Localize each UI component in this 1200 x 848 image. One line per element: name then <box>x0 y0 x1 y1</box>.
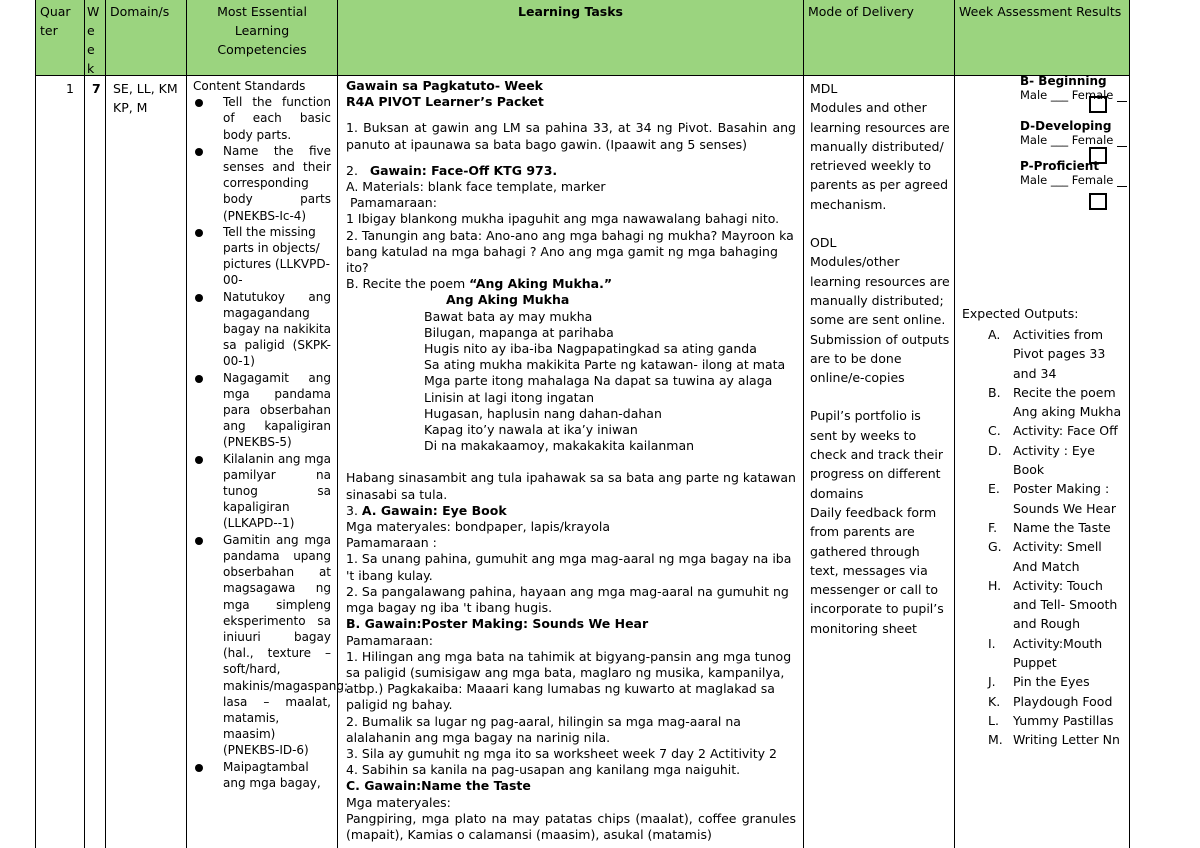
task-step: 1. Buksan at gawin ang LM sa pahina 33, at 34 ng Pivot. Basahin ang panuto at ipaunawa sa bata bago gawin. (Ipaawit ang 5 senses) <box>346 120 796 152</box>
learning-tasks-cell <box>346 78 796 843</box>
output-item <box>962 537 1127 576</box>
legend-line <box>1117 146 1127 147</box>
output-letter: M. <box>988 732 1003 748</box>
legend-sub: Male ___ Female <box>1020 88 1114 102</box>
output-text: Name the Taste <box>1013 519 1111 535</box>
task-step <box>346 276 796 292</box>
task-procedure-label: Pamamaraan: <box>346 632 433 648</box>
output-text: Activity : Eye Book <box>1013 442 1095 478</box>
competency-item: Name the five senses and their corresponding body parts (PNEKBS-Ic-4) <box>193 143 331 224</box>
output-item <box>962 692 1127 711</box>
mdl-description: Modules and other learning resources are manually distributed/ retrieved weekly to parents as per agreed mechanism. <box>810 100 950 212</box>
poem-line: Bawat bata ay may mukha <box>424 308 593 324</box>
output-item <box>962 711 1127 730</box>
task-materials: Mga materyales: <box>346 794 451 810</box>
task-activity-title: A. Gawain: Eye Book <box>361 502 507 518</box>
tasks-subheading: R4A PIVOT Learner’s Packet <box>346 94 544 110</box>
task-step <box>346 163 796 179</box>
output-letter: B. <box>988 384 1001 400</box>
poem-line: Mga parte itong mahalaga Na dapat sa tuwina ay alaga <box>424 373 773 389</box>
competency-item: Kilalanin ang mga pamilyar na tunog sa kapaligiran (LLKAPD--1) <box>193 451 331 532</box>
output-letter: K. <box>988 693 1001 709</box>
output-letter: H. <box>988 577 1002 593</box>
header-mode-of-delivery: Mode of Delivery <box>804 0 955 76</box>
legend-sub: Male ___ Female <box>1020 173 1114 187</box>
poem-note: Habang sinasambit ang tula ipahawak sa sa bata ang parte ng katawan sinasabi sa tula. <box>346 470 796 502</box>
output-letter: F. <box>988 519 998 535</box>
competencies-cell <box>193 78 349 791</box>
output-text: Writing Letter Nn <box>1013 732 1120 748</box>
domain-value: SE, LL, KM KP, M <box>113 81 178 115</box>
header-week <box>85 0 106 76</box>
task-step-number: 3. <box>346 502 362 518</box>
output-letter: C. <box>988 423 1001 439</box>
task-materials: A. Materials: blank face template, marker <box>346 179 606 195</box>
output-text: Activities from Pivot pages 33 and 34 <box>1013 327 1106 381</box>
legend-title: P-Proficient <box>1020 159 1100 173</box>
task-step: 4. Sabihin sa kanila na pag-usapan ang kanilang mga naiguhit. <box>346 762 741 778</box>
output-item <box>962 730 1127 749</box>
task-activity-title: B. Gawain:Poster Making: Sounds We Hear <box>346 616 649 632</box>
task-procedure-label: Pamamaraan : <box>346 535 437 551</box>
odl-description: Modules/other learning resources are manually distributed; some are sent online. Submission of outputs are to be done online/e-copies <box>810 254 950 386</box>
mdl-title: MDL <box>810 81 838 96</box>
output-letter: J. <box>988 674 996 690</box>
task-materials: Mga materyales: bondpaper, lapis/krayola <box>346 519 611 535</box>
output-text: Activity:Mouth Puppet <box>1013 635 1103 671</box>
task-activity-title: C. Gawain:Name the Taste <box>346 778 531 794</box>
quarter-value: 1 <box>66 81 74 96</box>
output-letter: I. <box>988 635 996 651</box>
competency-item: Gamitin ang mga pandama upang obserbahan at magsagawa ng mga simpleng eksperimento sa iniuuri bagay (hal., texture – soft/hard, makinis/magaspang; lasa – maalat, matamis, maasim) (PNEKBS-ID-6) <box>193 532 331 759</box>
output-item <box>962 576 1127 634</box>
output-text: Yummy Pastillas <box>1013 712 1114 728</box>
column-divider <box>84 76 85 848</box>
poem-line: Sa ating mukha makikita Parte ng katawan- ilong at mata <box>424 357 786 373</box>
poem-line: Bilugan, mapanga at parihaba <box>424 324 614 340</box>
poem-line: Hugasan, haplusin nang dahan-dahan <box>424 405 662 421</box>
poem-line: Hugis nito ay iba-iba Nagpapatingkad sa ating ganda <box>424 341 757 357</box>
output-item <box>962 383 1127 422</box>
content-standards-title: Content Standards <box>193 79 306 93</box>
output-item <box>962 421 1127 440</box>
task-step: Pangpiring, mga plato na may patatas chips (maalat), coffee granules (mapait), Kamias o calamansi (maasim), asukal (matamis) <box>346 810 796 842</box>
output-letter: L. <box>988 712 999 728</box>
rating-box <box>1089 96 1107 113</box>
output-text: Recite the poem Ang aking Mukha <box>1013 384 1122 420</box>
tasks-heading: Gawain sa Pagkatuto- Week <box>346 78 543 93</box>
column-divider <box>803 76 804 848</box>
header-week-assessment: Week Assessment Results <box>955 0 1129 76</box>
task-step: 1 Ibigay blankong mukha ipaguhit ang mga nawawalang bahagi nito. <box>346 211 780 227</box>
expected-outputs-list <box>962 325 1127 750</box>
task-step: 2. Sa pangalawang pahina, hayaan ang mga mag-aaral na gumuhit ng mga bagay ng iba 't ibang hugis. <box>346 583 789 616</box>
column-divider <box>105 76 106 848</box>
rating-box <box>1089 193 1107 210</box>
odl-title: ODL <box>810 235 837 251</box>
task-step: 1. Sa unang pahina, gumuhit ang mga mag-aaral ng mga bagay na iba 't ibang kulay. <box>346 551 792 583</box>
poem-line: Di na makakaamoy, makakakita kailanman <box>424 438 695 454</box>
lesson-plan-table <box>35 0 1130 848</box>
legend-line <box>1117 186 1127 187</box>
output-text: Activity: Face Off <box>1013 423 1118 439</box>
expected-outputs-title: Expected Outputs: <box>962 306 1079 321</box>
output-item <box>962 325 1127 383</box>
output-text: Activity: Touch and Tell- Smooth and Rough <box>1013 577 1118 632</box>
competency-item: Maipagtambal ang mga bagay, <box>193 759 331 791</box>
task-step: 1. Hilingan ang mga bata na tahimik at bigyang-pansin ang mga tunog sa paligid (sumisigaw ang mga bata, maglaro ng musika, kampanilya, atbp.) Pagkakaiba: Maaari kang lumabas ng kuwarto at maglakad sa paligid ng bahay. <box>346 648 792 713</box>
portfolio-description: Pupil’s portfolio is sent by weeks to check and track their progress on different domains <box>810 408 943 501</box>
competency-list <box>193 94 349 791</box>
recite-poem-title: “Ang Aking Mukha.” <box>469 276 613 292</box>
legend-title: B- Beginning <box>1020 74 1107 88</box>
competency-item: Nagagamit ang mga pandama para obserbahan ang kapaligiran (PNEKBS-5) <box>193 370 331 451</box>
header-domain: Domain/s <box>106 0 187 76</box>
poem-line: Linisin at lagi itong ingatan <box>424 389 595 405</box>
week-value: 7 <box>92 81 101 96</box>
legend-developing <box>1020 119 1113 147</box>
poem-line: Kapag ito’y nawala at ika’y iniwan <box>424 422 638 438</box>
header-quarter: Quar ter <box>36 0 85 76</box>
output-letter: E. <box>988 481 1000 497</box>
recite-prefix: B. Recite the poem <box>346 276 470 292</box>
output-letter: D. <box>988 442 1002 458</box>
column-divider <box>337 76 338 848</box>
legend-title: D-Developing <box>1020 119 1112 133</box>
output-text: Poster Making : Sounds We Hear <box>1013 481 1117 516</box>
output-item <box>962 672 1127 691</box>
header-competencies: Most Essential Learning Competencies <box>187 0 338 76</box>
output-text: Pin the Eyes <box>1013 674 1090 690</box>
task-step: 3. Sila ay gumuhit ng mga ito sa worksheet week 7 day 2 Actitivity 2 <box>346 745 778 761</box>
task-procedure-label: Pamamaraan: <box>350 195 437 211</box>
output-item <box>962 634 1127 673</box>
feedback-description: Daily feedback form from parents are gathered through text, messages via messenger or call to incorporate to pupil’s monitoring sheet <box>810 504 944 636</box>
competency-item: Tell the function of each basic body parts. <box>193 94 331 143</box>
output-text: Activity: Smell And Match <box>1013 539 1102 574</box>
task-step <box>346 503 796 519</box>
task-step: 2. Bumalik sa lugar ng pag-aaral, hilingin sa mga mag-aaral na alalahanin ang mga bagay na narinig nila. <box>346 713 741 745</box>
output-item <box>962 518 1127 537</box>
header-learning-tasks: Learning Tasks <box>338 0 804 76</box>
legend-sub: Male ___ Female <box>1020 133 1114 147</box>
legend-proficient <box>1020 159 1113 187</box>
output-item <box>962 479 1127 518</box>
output-letter: G. <box>988 539 1002 555</box>
competency-item: Natutukoy ang magagandang bagay na nakikita sa paligid (SKPK-00-1) <box>193 289 331 370</box>
legend-line <box>1117 101 1127 102</box>
poem-title: Ang Aking Mukha <box>446 292 570 308</box>
column-divider <box>186 76 187 848</box>
header-week-text: W e e k <box>87 4 100 76</box>
output-item <box>962 441 1127 480</box>
output-text: Playdough Food <box>1013 693 1113 709</box>
mode-of-delivery-cell <box>810 79 950 638</box>
task-step-number: 2. <box>346 162 358 178</box>
task-activity-title: Gawain: Face-Off KTG 973. <box>369 162 558 178</box>
column-divider <box>954 76 955 848</box>
output-letter: A. <box>988 327 1001 342</box>
task-step: 2. Tanungin ang bata: Ano-ano ang mga bahagi ng mukha? Mayroon ka bang katulad na mga bahagi ? Ano ang mga gamit ng mga bahaging ito? <box>346 227 794 276</box>
competency-item: Tell the missing parts in objects/ pictures (LLKVPD-00- <box>193 224 331 289</box>
